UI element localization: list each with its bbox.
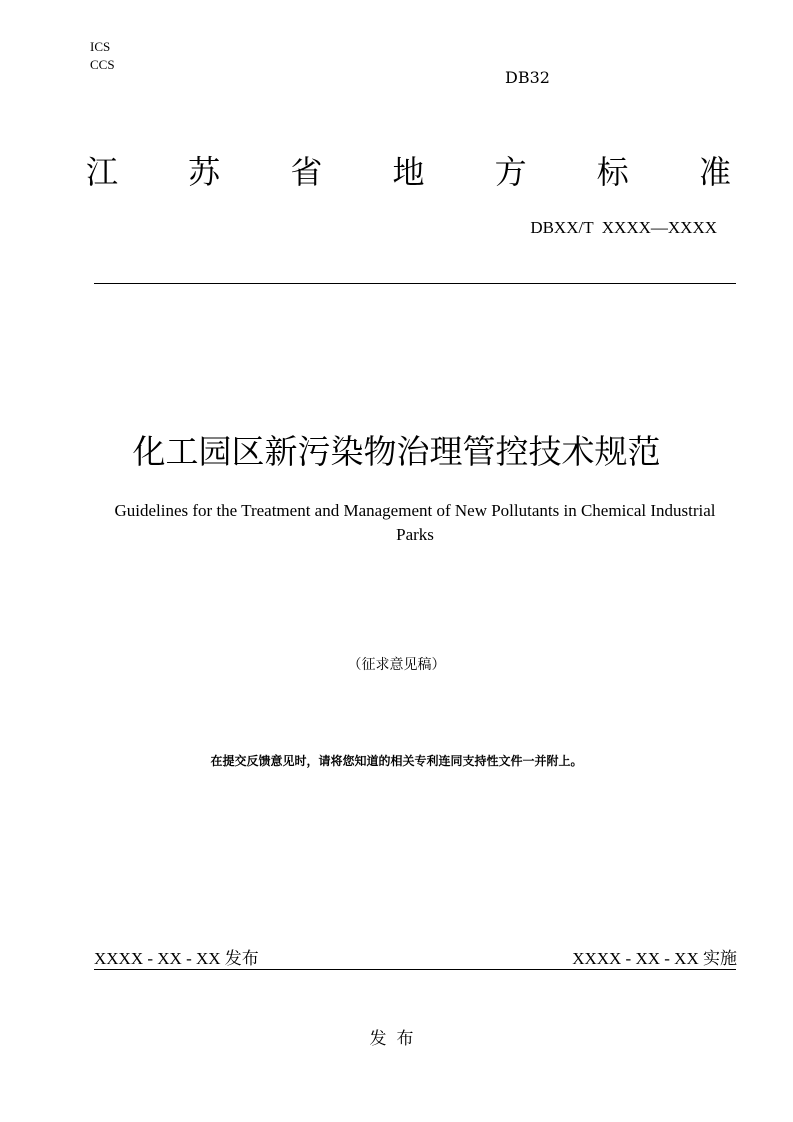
implementation-date: XXXX - XX - XX 实施 (572, 949, 737, 968)
top-divider (94, 283, 736, 284)
standard-number: DBXX/T XXXX—XXXX (530, 218, 717, 237)
standard-type-char: 标 (596, 153, 629, 191)
standard-type-char: 方 (494, 153, 527, 191)
issue-date: XXXX - XX - XX 发布 (94, 949, 259, 968)
patent-notice: 在提交反馈意见时，请将您知道的相关专利连同支持性文件一并附上。 (210, 754, 583, 768)
bottom-divider (94, 969, 736, 970)
classification-codes (90, 38, 115, 74)
draft-status: （征求意见稿） (347, 657, 446, 673)
ccs-label: CCS (90, 57, 115, 72)
document-title-cn: 化工园区新污染物治理管控技术规范 (132, 432, 661, 471)
document-title-en: Guidelines for the Treatment and Management of New Pollutants in Chemical Industrial Parks (114, 501, 716, 544)
db32-logo (505, 68, 550, 128)
logo-number: 32 (529, 68, 550, 87)
standard-type-char: 省 (290, 153, 323, 191)
standard-type-char: 地 (392, 153, 425, 191)
ics-label: ICS (90, 39, 111, 54)
standard-type-char: 苏 (188, 153, 221, 191)
standard-type (86, 150, 731, 194)
logo-letters: DB (505, 68, 530, 87)
standard-type-char: 江 (86, 153, 119, 191)
issuer: 发布 (369, 1029, 424, 1049)
standard-type-char: 准 (698, 153, 731, 191)
